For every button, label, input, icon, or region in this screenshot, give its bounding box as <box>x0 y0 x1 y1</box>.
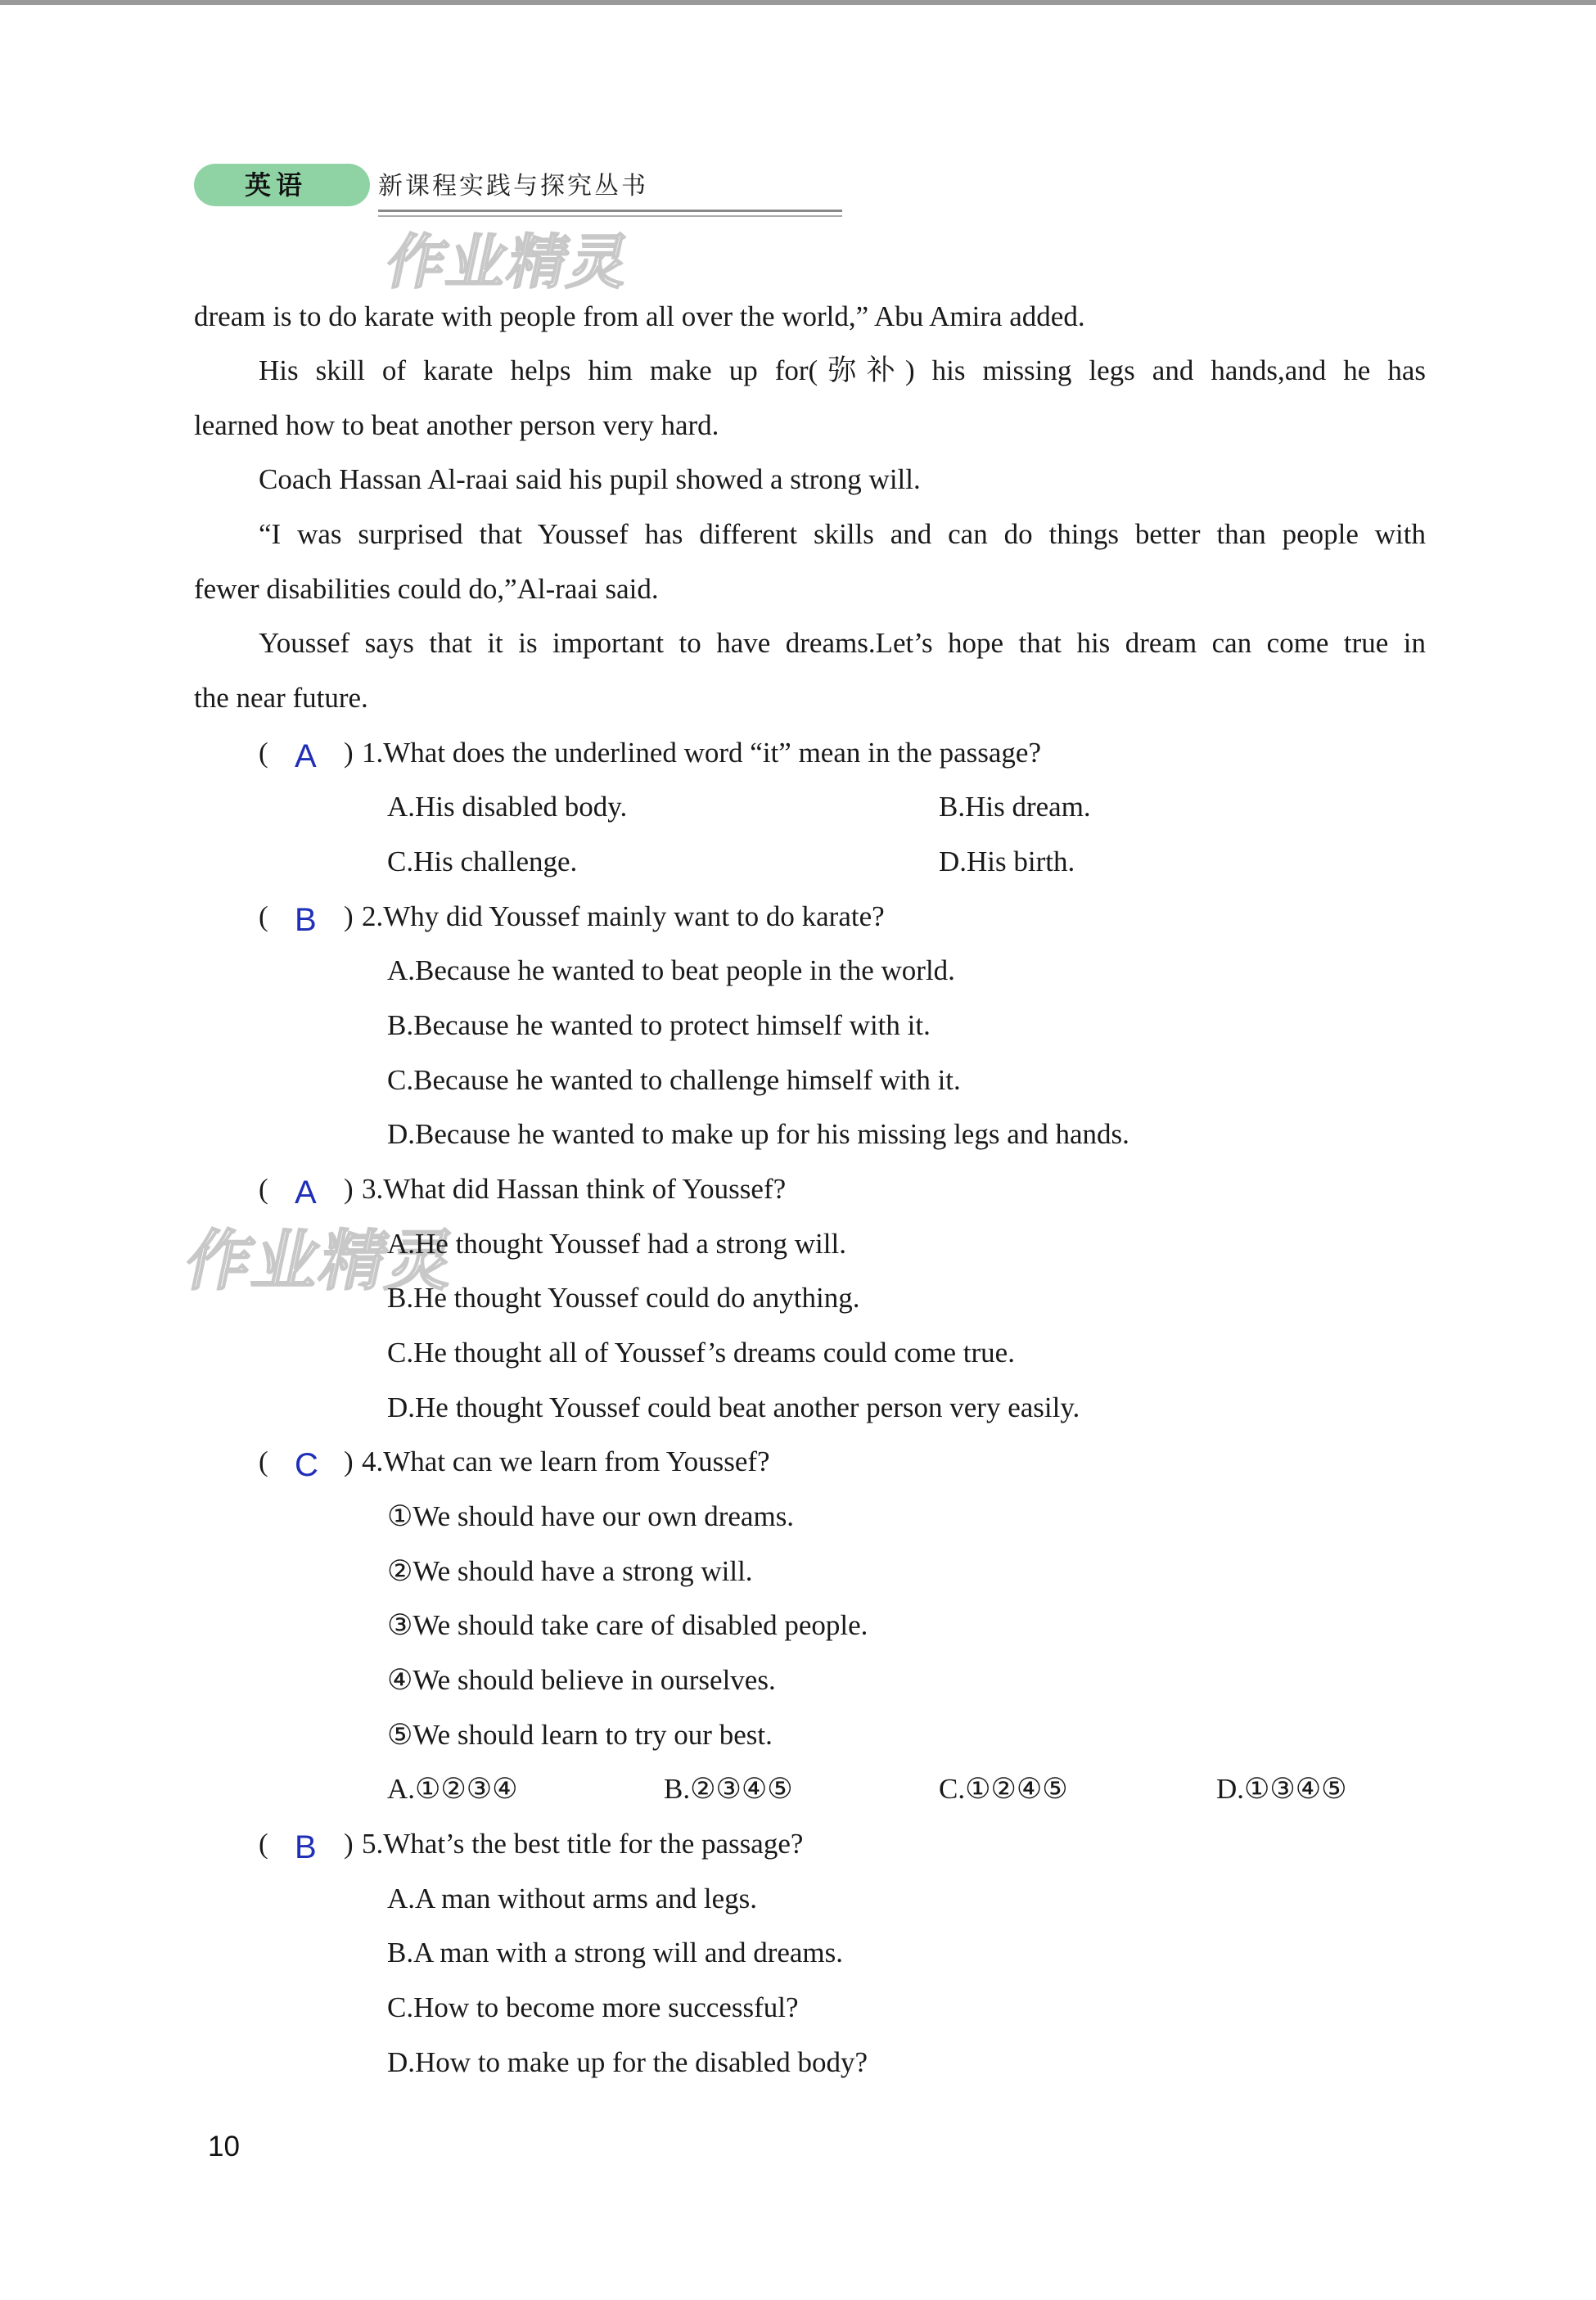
option: D.He thought Youssef could beat another person very easily. <box>387 1391 1080 1423</box>
page-header <box>194 164 652 221</box>
statement: ④We should believe in ourselves. <box>387 1664 776 1696</box>
passage-line: dream is to do karate with people from all over the world,” Abu Amira added. <box>194 300 1085 332</box>
option: A.His disabled body. <box>387 791 628 823</box>
option: D.His birth. <box>939 846 1075 877</box>
left-paren: ( <box>259 1445 268 1477</box>
answer-bracket <box>259 1173 787 1211</box>
answer-mark: A <box>295 1175 317 1211</box>
question-3 <box>259 1173 787 1211</box>
passage-line: Youssef says that it is important to have dreams.Let’s hope that his dream can come true in <box>259 627 1426 659</box>
answer-bracket <box>259 737 1041 774</box>
answer-bracket <box>259 900 885 938</box>
right-paren: ) <box>344 737 354 769</box>
right-paren: ) <box>344 1173 354 1205</box>
passage-line: the near future. <box>194 682 368 714</box>
option: C.Because he wanted to challenge himself with it. <box>387 1064 961 1096</box>
option: D.①③④⑤ <box>1216 1773 1347 1805</box>
option: B.②③④⑤ <box>664 1773 793 1805</box>
question-4 <box>259 1445 770 1483</box>
question-2 <box>259 900 885 938</box>
statement: ⑤We should learn to try our best. <box>387 1719 773 1751</box>
answer-mark: B <box>295 1829 317 1865</box>
question-stem: 4.What can we learn from Youssef? <box>362 1445 770 1477</box>
question-5 <box>259 1828 804 1865</box>
statement: ①We should have our own dreams. <box>387 1500 795 1532</box>
answer-mark: C <box>295 1447 318 1483</box>
subject-label: 英语 <box>194 164 370 206</box>
question-stem: 1.What does the underlined word “it” mean in the passage? <box>362 737 1041 769</box>
passage-line: fewer disabilities could do,”Al-raai said. <box>194 573 659 605</box>
option: B.He thought Youssef could do anything. <box>387 1282 860 1314</box>
answer-mark: A <box>295 738 317 774</box>
option: B.His dream. <box>939 791 1091 823</box>
option: D.How to make up for the disabled body? <box>387 2046 868 2078</box>
question-stem: 2.Why did Youssef mainly want to do karate? <box>362 900 885 932</box>
answer-mark: B <box>295 902 317 938</box>
left-paren: ( <box>259 737 268 769</box>
option: A.He thought Youssef had a strong will. <box>387 1228 846 1260</box>
right-paren: ) <box>344 1828 354 1860</box>
page-top-border <box>0 0 1596 5</box>
answer-bracket <box>259 1828 804 1865</box>
statement: ②We should have a strong will. <box>387 1555 753 1587</box>
answer-bracket <box>259 1445 770 1483</box>
option: B.A man with a strong will and dreams. <box>387 1937 844 1969</box>
option: A.①②③④ <box>387 1773 518 1805</box>
left-paren: ( <box>259 1173 268 1205</box>
watermark: 作业精灵 <box>178 1223 464 1299</box>
option: A.A man without arms and legs. <box>387 1883 758 1914</box>
watermark: 作业精灵 <box>380 228 638 296</box>
left-paren: ( <box>259 900 268 932</box>
option: B.Because he wanted to protect himself with it. <box>387 1009 931 1041</box>
question-stem: 3.What did Hassan think of Youssef? <box>362 1173 787 1205</box>
option: C.He thought all of Youssef’s dreams could come true. <box>387 1337 1015 1369</box>
right-paren: ) <box>344 1445 354 1477</box>
option: C.How to become more successful? <box>387 1991 799 2023</box>
question-stem: 5.What’s the best title for the passage? <box>362 1828 804 1860</box>
option: D.Because he wanted to make up for his missing legs and hands. <box>387 1118 1129 1150</box>
passage-line: His skill of karate helps him make up for(弥补) his missing legs and hands,and he has <box>259 354 1426 386</box>
question-1 <box>259 737 1041 774</box>
statement: ③We should take care of disabled people. <box>387 1609 868 1641</box>
option: C.His challenge. <box>387 846 578 877</box>
option: C.①②④⑤ <box>939 1773 1068 1805</box>
passage-line: Coach Hassan Al-raai said his pupil showed a strong will. <box>259 463 921 495</box>
page-number: 10 <box>208 2131 240 2162</box>
left-paren: ( <box>259 1828 268 1860</box>
series-title: 新课程实践与探究丛书 <box>378 172 648 201</box>
right-paren: ) <box>344 900 354 932</box>
passage-line: learned how to beat another person very hard. <box>194 409 719 441</box>
passage-line: “I was surprised that Youssef has different skills and can do things better than people with <box>259 518 1426 550</box>
option: A.Because he wanted to beat people in the world. <box>387 954 955 986</box>
header-rule <box>378 210 842 212</box>
